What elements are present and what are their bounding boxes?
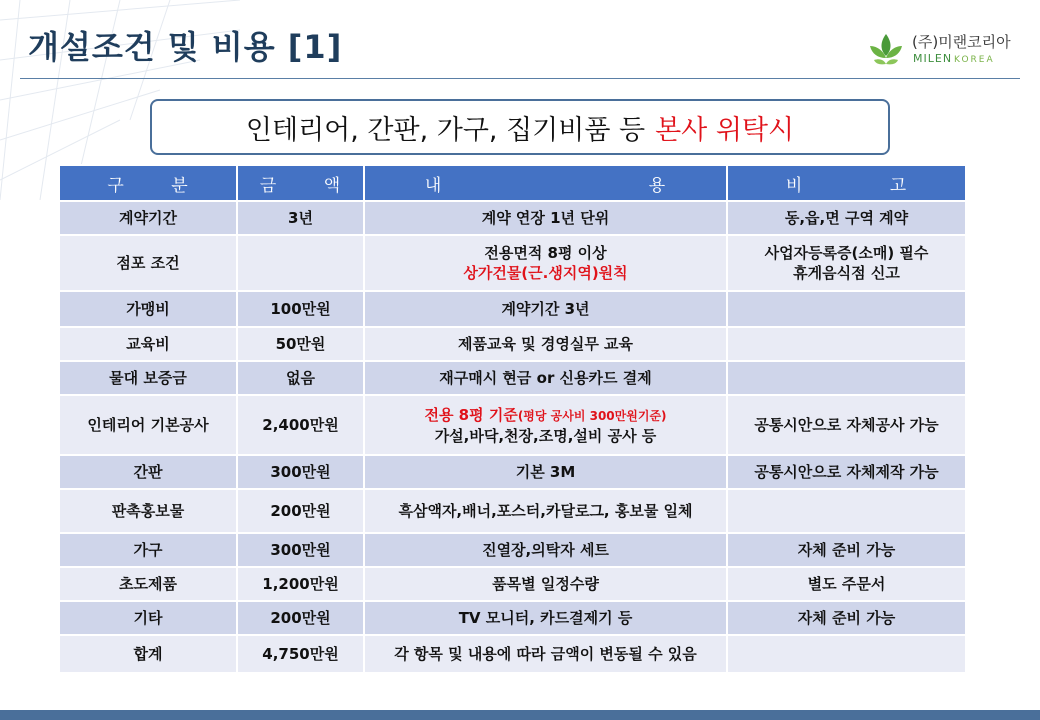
row-note	[727, 291, 966, 327]
row-content: 품목별 일정수량	[364, 567, 727, 601]
header-amount: 금 액	[237, 165, 364, 201]
table-row	[59, 533, 966, 567]
row-content: 계약기간 3년	[364, 291, 727, 327]
row-note: 공통시안으로 자체제작 가능	[727, 455, 966, 489]
banner-highlight: 본사 위탁시	[655, 114, 795, 146]
note-line: 휴게음식점 신고	[793, 264, 900, 282]
row-amount: 300만원	[237, 533, 364, 567]
row-category: 초도제품	[59, 567, 237, 601]
table-row	[59, 201, 966, 235]
row-amount: 3년	[237, 201, 364, 235]
row-category: 가맹비	[59, 291, 237, 327]
row-note	[727, 361, 966, 395]
row-note	[727, 635, 966, 673]
page-title: 개설조건 및 비용 [1]	[28, 28, 343, 66]
table-row	[59, 235, 966, 291]
company-logo	[866, 28, 1026, 72]
header-note: 비 고	[727, 165, 966, 201]
content-line-highlight: 전용 8평 기준(평당 공사비 300만원기준)	[424, 405, 667, 424]
content-line: 전용면적 8평 이상	[484, 244, 607, 262]
leaf-logo-icon	[866, 30, 906, 70]
title-divider	[20, 78, 1020, 79]
row-category: 계약기간	[59, 201, 237, 235]
row-content	[364, 395, 727, 455]
row-content: 기본 3M	[364, 455, 727, 489]
row-content: TV 모니터, 카드결제기 등	[364, 601, 727, 635]
row-note	[727, 489, 966, 533]
row-category: 판촉홍보물	[59, 489, 237, 533]
table-row	[59, 291, 966, 327]
row-amount: 50만원	[237, 327, 364, 361]
row-amount: 없음	[237, 361, 364, 395]
table-row	[59, 601, 966, 635]
row-category: 교육비	[59, 327, 237, 361]
row-note	[727, 235, 966, 291]
footer-bar	[0, 710, 1040, 720]
header-category: 구 분	[59, 165, 237, 201]
logo-korean-name: (주)미랜코리아	[912, 33, 1011, 51]
row-note: 동,읍,면 구역 계약	[727, 201, 966, 235]
logo-english-name: MILEN KOREA	[913, 52, 995, 65]
condition-banner	[150, 99, 890, 155]
row-amount: 100만원	[237, 291, 364, 327]
table-row	[59, 395, 966, 455]
row-category: 가구	[59, 533, 237, 567]
total-remark: 각 항목 및 내용에 따라 금액이 변동될 수 있음	[364, 635, 727, 673]
table-header-row	[59, 165, 966, 201]
table-row-total	[59, 635, 966, 673]
row-amount: 200만원	[237, 601, 364, 635]
row-amount: 300만원	[237, 455, 364, 489]
row-note: 자체 준비 가능	[727, 601, 966, 635]
banner-text: 인테리어, 간판, 가구, 집기비품 등	[245, 114, 646, 146]
row-content	[364, 235, 727, 291]
total-label: 합계	[59, 635, 237, 673]
table-row	[59, 327, 966, 361]
row-amount	[237, 235, 364, 291]
cost-table	[58, 164, 967, 674]
row-note: 공통시안으로 자체공사 가능	[727, 395, 966, 455]
row-content: 진열장,의탁자 세트	[364, 533, 727, 567]
header-content: 내 용	[364, 165, 727, 201]
table-row	[59, 489, 966, 533]
row-note: 자체 준비 가능	[727, 533, 966, 567]
row-category: 점포 조건	[59, 235, 237, 291]
content-line-highlight: 상가건물(근.생지역)원칙	[463, 264, 628, 282]
note-line: 사업자등록증(소매) 필수	[764, 244, 929, 262]
total-amount: 4,750만원	[237, 635, 364, 673]
row-note: 별도 주문서	[727, 567, 966, 601]
row-content: 흑삼액자,배너,포스터,카달로그, 홍보물 일체	[364, 489, 727, 533]
content-line: 가설,바닥,천장,조명,설비 공사 등	[434, 426, 657, 445]
row-category: 기타	[59, 601, 237, 635]
row-content: 재구매시 현금 or 신용카드 결제	[364, 361, 727, 395]
row-category: 인테리어 기본공사	[59, 395, 237, 455]
row-note	[727, 327, 966, 361]
row-category: 간판	[59, 455, 237, 489]
row-content: 계약 연장 1년 단위	[364, 201, 727, 235]
row-content: 제품교육 및 경영실무 교육	[364, 327, 727, 361]
table-row	[59, 361, 966, 395]
row-category: 물대 보증금	[59, 361, 237, 395]
row-amount: 200만원	[237, 489, 364, 533]
table-row	[59, 455, 966, 489]
row-amount: 1,200만원	[237, 567, 364, 601]
table-row	[59, 567, 966, 601]
row-amount: 2,400만원	[237, 395, 364, 455]
